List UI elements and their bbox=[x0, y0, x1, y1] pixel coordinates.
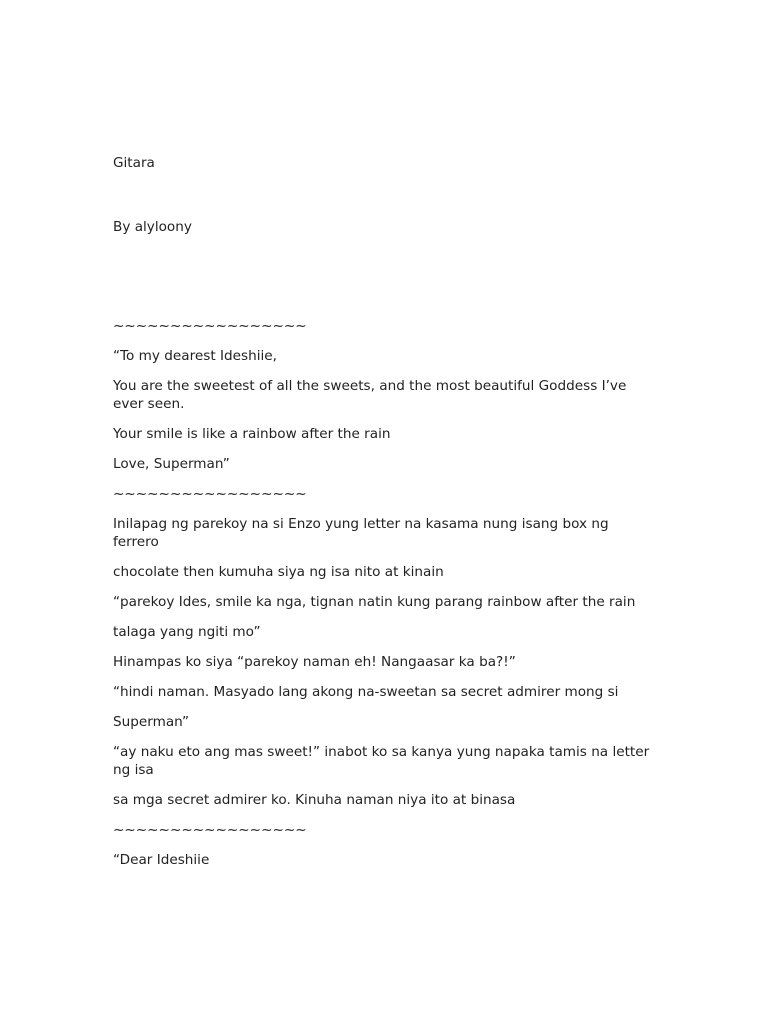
paragraph: Hinampas ko siya “parekoy naman eh! Nangaasar ka ba?!” bbox=[113, 654, 516, 670]
paragraph: Inilapag ng parekoy na si Enzo yung letter na kasama nung isang box ng ferrero bbox=[113, 516, 609, 550]
paragraph: sa mga secret admirer ko. Kinuha naman niya ito at binasa bbox=[113, 792, 516, 808]
document-body bbox=[113, 154, 653, 881]
divider-line: ~~~~~~~~~~~~~~~~~ bbox=[113, 486, 307, 502]
paragraph: “parekoy Ides, smile ka nga, tignan natin kung parang rainbow after the rain bbox=[113, 594, 636, 610]
paragraph: You are the sweetest of all the sweets, and the most beautiful Goddess I’ve ever seen. bbox=[113, 378, 627, 412]
story-author: By alyloony bbox=[113, 219, 192, 235]
divider-line: ~~~~~~~~~~~~~~~~~ bbox=[113, 318, 307, 334]
divider-line: ~~~~~~~~~~~~~~~~~ bbox=[113, 822, 307, 838]
paragraph: talaga yang ngiti mo” bbox=[113, 624, 261, 640]
paragraph: “Dear Ideshiie bbox=[113, 852, 210, 868]
paragraph: Your smile is like a rainbow after the rain bbox=[113, 426, 391, 442]
paragraph: Love, Superman” bbox=[113, 456, 230, 472]
paragraph: “hindi naman. Masyado lang akong na-sweetan sa secret admirer mong si bbox=[113, 684, 619, 700]
paragraph: “To my dearest Ideshiie, bbox=[113, 348, 277, 364]
paragraph: “ay naku eto ang mas sweet!” inabot ko sa kanya yung napaka tamis na letter ng isa bbox=[113, 744, 650, 778]
story-title: Gitara bbox=[113, 155, 155, 171]
paragraph: Superman” bbox=[113, 714, 190, 730]
paragraph: chocolate then kumuha siya ng isa nito at kinain bbox=[113, 564, 444, 580]
